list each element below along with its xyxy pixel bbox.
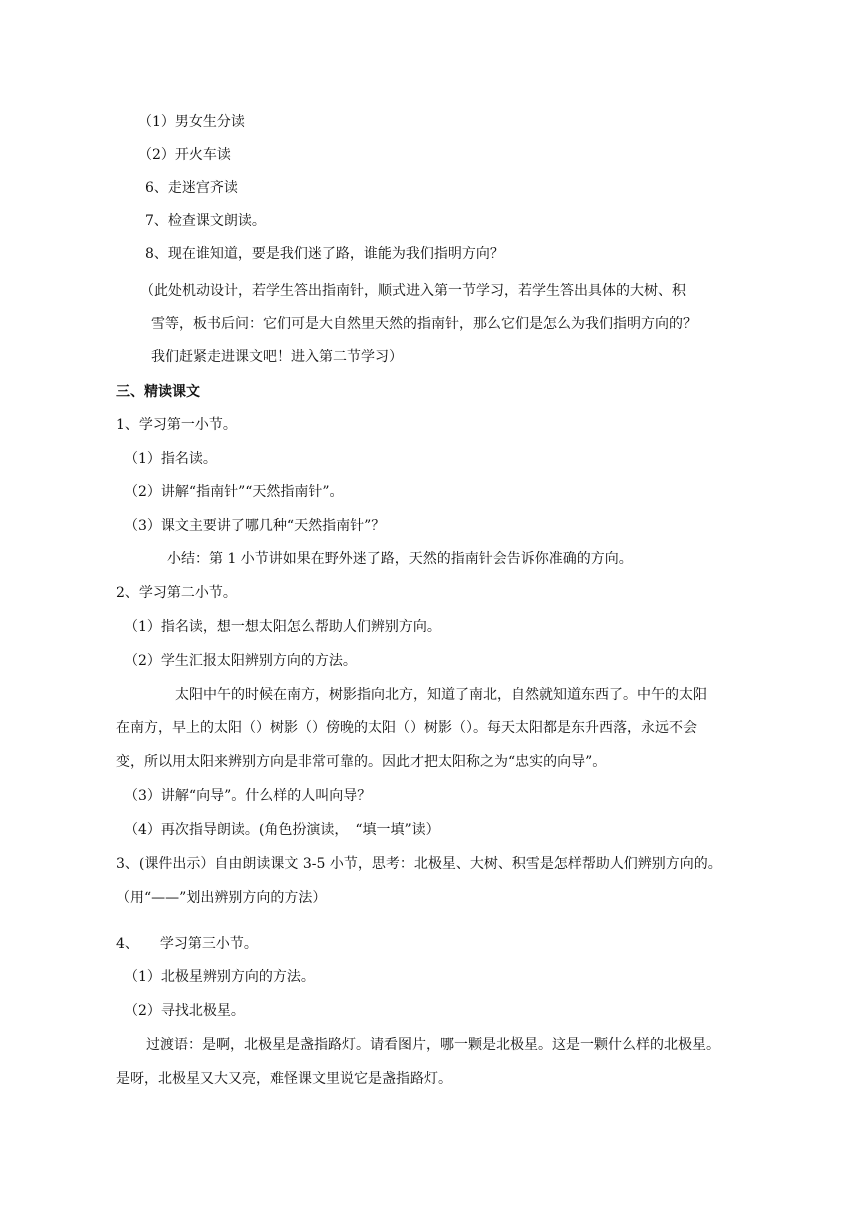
line-25: 4、 学习第三小节。 bbox=[116, 936, 258, 952]
line-11: （1）指名读。 bbox=[124, 451, 217, 467]
line-6: （此处机动设计，若学生答出指南针，顺式进入第一节学习，若学生答出具体的大树、积 bbox=[140, 283, 686, 299]
line-20: 变，所以用太阳来辨别方向是非常可靠的。因此才把太阳称之为“忠实的向导”。 bbox=[116, 754, 607, 770]
line-19: 在南方，早上的太阳（）树影（）傍晚的太阳（）树影（）。每天太阳都是东升西落，永远不会 bbox=[116, 720, 697, 736]
line-18: 太阳中午的时候在南方，树影指向北方，知道了南北，自然就知道东西了。中午的太阳 bbox=[175, 687, 707, 703]
line-24: （用“——”划出辨别方向的方法） bbox=[116, 890, 327, 906]
line-27: （2）寻找北极星。 bbox=[124, 1003, 245, 1019]
line-3: 6、走迷宫齐读 bbox=[145, 180, 238, 196]
line-2: （2）开火车读 bbox=[138, 147, 231, 163]
line-29: 是呀，北极星又大又亮，难怪课文里说它是盏指路灯。 bbox=[116, 1071, 452, 1087]
line-5: 8、现在谁知道，要是我们迷了路，谁能为我们指明方向？ bbox=[145, 246, 504, 262]
line-15: 2、学习第二小节。 bbox=[116, 585, 237, 601]
section-heading: 三、精读课文 bbox=[116, 384, 200, 400]
line-7: 雪等，板书后问：它们可是大自然里天然的指南针，那么它们是怎么为我们指明方向的？ bbox=[151, 316, 697, 332]
line-17: （2）学生汇报太阳辨别方向的方法。 bbox=[124, 653, 357, 669]
line-10: 1、学习第一小节。 bbox=[116, 417, 237, 433]
line-21: （3）讲解“向导”。什么样的人叫向导？ bbox=[124, 788, 372, 804]
line-16: （1）指名读，想一想太阳怎么帮助人们辨别方向。 bbox=[124, 619, 441, 635]
line-1: （1）男女生分读 bbox=[138, 114, 245, 130]
line-22: （4）再次指导朗读。(角色扮演读， “填一填”读） bbox=[124, 822, 440, 838]
line-26: （1）北极星辨别方向的方法。 bbox=[124, 969, 315, 985]
line-28: 过渡语：是啊，北极星是盏指路灯。请看图片，哪一颗是北极星。这是一颗什么样的北极星。 bbox=[146, 1037, 720, 1053]
line-12: （2）讲解“指南针”“天然指南针”。 bbox=[124, 484, 344, 500]
line-14: 小结：第 1 小节讲如果在野外迷了路，天然的指南针会告诉你准确的方向。 bbox=[167, 551, 633, 567]
line-13: （3）课文主要讲了哪几种“天然指南针”？ bbox=[124, 518, 386, 534]
line-23: 3、(课件出示）自由朗读课文 3-5 小节，思考：北极星、大树、积雪是怎样帮助人们辨别方向的。 bbox=[116, 856, 722, 872]
line-4: 7、检查课文朗读。 bbox=[145, 213, 266, 229]
line-8: 我们赶紧走进课文吧！进入第二节学习） bbox=[151, 349, 403, 365]
